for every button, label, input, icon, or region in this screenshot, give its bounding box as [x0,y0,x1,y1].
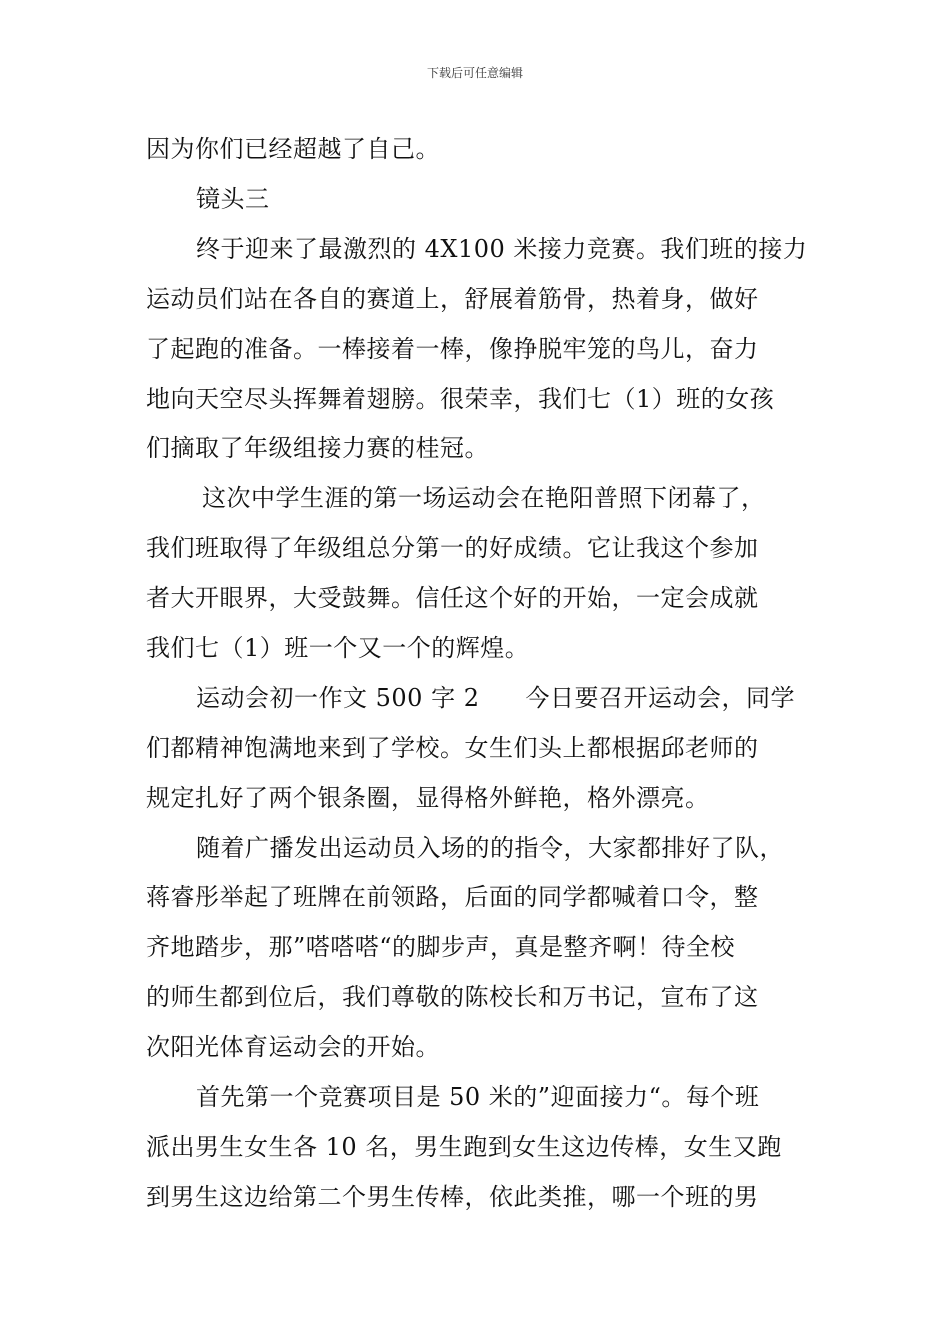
text-line: 运动员们站在各自的赛道上，舒展着筋骨，热着身，做好 [146,285,759,313]
essay-title: 运动会初一作文 500 字 2 [196,684,480,712]
text-line: 因为你们已经超越了自己。 [146,135,440,163]
text-line: 次阳光体育运动会的开始。 [146,1033,440,1061]
section-heading: 镜头三 [196,185,270,213]
text-line: 者大开眼界，大受鼓舞。信任这个好的开始，一定会成就 [146,584,759,612]
text-line: 随着广播发出运动员入场的的指令，大家都排好了队， [196,834,784,862]
text-run: 今日要召开运动会，同学 [525,684,795,712]
text-line: 齐地踏步，那”嗒嗒嗒“的脚步声，真是整齐啊！待全校 [146,933,736,961]
page-header: 下载后可任意编辑 [426,66,523,80]
text-line: 了起跑的准备。一棒接着一棒，像挣脱牢笼的鸟儿，奋力 [146,335,759,363]
text-line: 我们班取得了年级组总分第一的好成绩。它让我这个参加 [146,534,759,562]
text-line: 的师生都到位后，我们尊敬的陈校长和万书记，宣布了这 [146,983,759,1011]
text-line: 们摘取了年级组接力赛的桂冠。 [146,434,489,462]
text-line-with-title [196,683,795,713]
text-line: 规定扎好了两个银条圈，显得格外鲜艳，格外漂亮。 [146,784,710,812]
text-line: 地向天空尽头挥舞着翅膀。很荣幸，我们七（1）班的女孩 [146,385,775,413]
text-line: 我们七（1）班一个又一个的辉煌。 [146,634,530,662]
text-line: 终于迎来了最激烈的 4X100 米接力竞赛。我们班的接力 [196,235,808,263]
text-line: 首先第一个竞赛项目是 50 米的”迎面接力“。每个班 [196,1083,760,1111]
text-line: 蒋睿彤举起了班牌在前领路，后面的同学都喊着口令，整 [146,883,759,911]
text-line: 到男生这边给第二个男生传棒，依此类推，哪一个班的男 [146,1183,759,1211]
text-line: 们都精神饱满地来到了学校。女生们头上都根据邱老师的 [146,734,759,762]
text-line: 这次中学生涯的第一场运动会在艳阳普照下闭幕了， [202,484,766,512]
text-line: 派出男生女生各 10 名，男生跑到女生这边传棒，女生又跑 [146,1133,782,1161]
